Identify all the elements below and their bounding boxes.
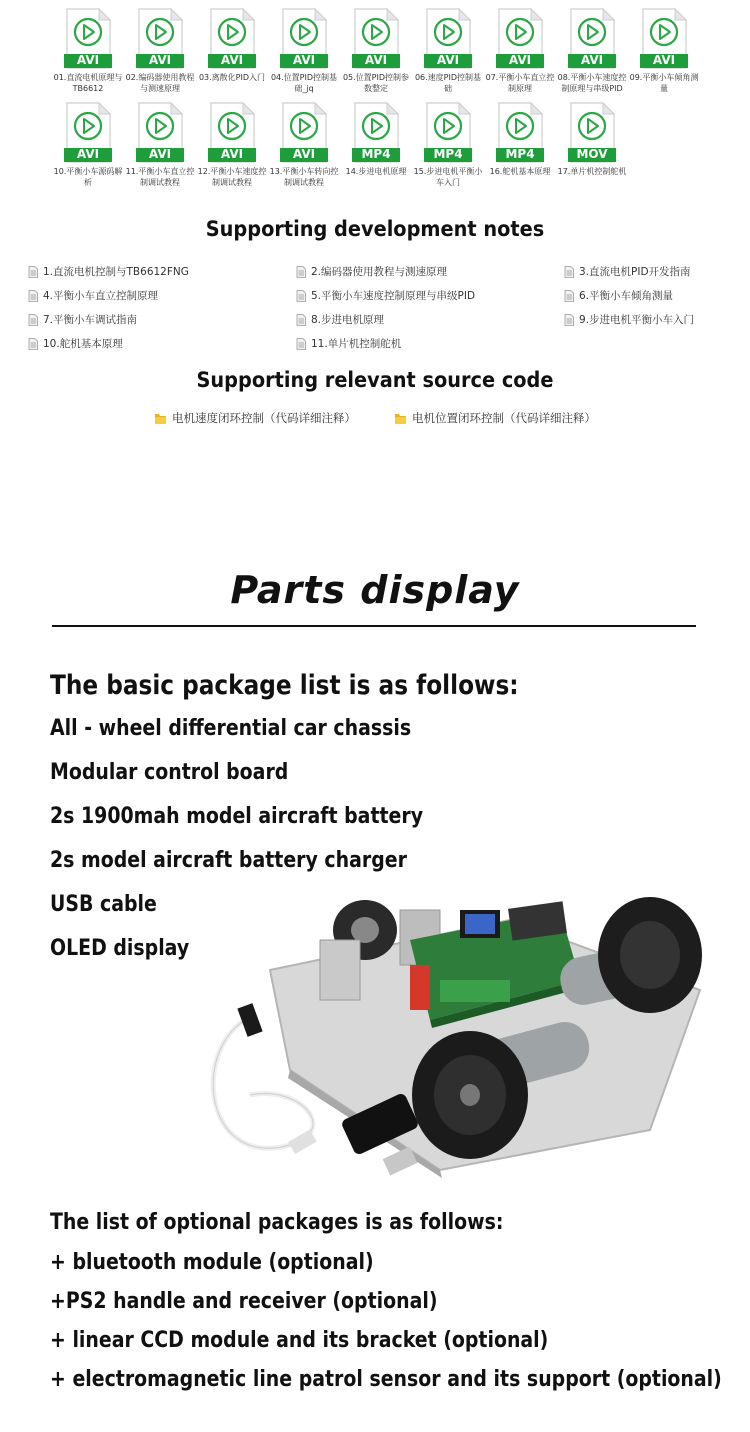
video-file[interactable] [412, 8, 484, 94]
video-file-icon [423, 102, 473, 164]
basic-item: All - wheel differential car chassis [50, 716, 412, 741]
file-type-label: AVI [580, 53, 604, 67]
document-icon [564, 314, 574, 326]
document-icon [28, 290, 38, 302]
source-title: Supporting relevant source code [196, 368, 554, 392]
robot-car-photo [180, 880, 740, 1200]
video-file[interactable] [52, 8, 124, 94]
note-item[interactable] [564, 288, 673, 303]
file-type-label: AVI [76, 53, 100, 67]
video-file[interactable] [268, 102, 340, 188]
document-icon [296, 338, 306, 350]
document-icon [296, 290, 306, 302]
video-file-icon [135, 102, 185, 164]
basic-item: USB cable [50, 892, 157, 917]
file-type-label: MP4 [433, 147, 463, 161]
video-file-caption: 05.位置PID控制参数整定 [342, 73, 410, 93]
video-file-caption: 08.平衡小车速度控制原理与串级PID [557, 73, 627, 93]
video-file-icon [279, 8, 329, 70]
file-type-label: AVI [220, 147, 244, 161]
note-label: 8.步进电机原理 [311, 314, 385, 326]
document-icon [28, 266, 38, 278]
basic-item: 2s model aircraft battery charger [50, 848, 407, 873]
video-file-icon [495, 102, 545, 164]
note-label: 11.单片机控制舵机 [311, 338, 402, 350]
video-file-caption: 10.平衡小车源码解析 [53, 167, 123, 187]
optional-item: + bluetooth module (optional) [50, 1250, 374, 1275]
video-file[interactable] [556, 102, 628, 188]
file-type-label: AVI [652, 53, 676, 67]
video-file-caption: 09.平衡小车倾角测量 [629, 73, 699, 93]
video-file-icon [423, 8, 473, 70]
video-row [52, 102, 732, 188]
note-item[interactable] [564, 312, 694, 327]
parts-title: Parts display [230, 568, 520, 612]
basic-item: 2s 1900mah model aircraft battery [50, 804, 424, 829]
folder-icon [394, 411, 407, 425]
video-file[interactable] [412, 102, 484, 188]
video-file-icon [207, 102, 257, 164]
file-type-label: MOV [576, 147, 608, 161]
video-file[interactable] [52, 102, 124, 188]
file-type-label: AVI [508, 53, 532, 67]
video-file[interactable] [124, 102, 196, 188]
notes-title: Supporting development notes [205, 217, 545, 241]
basic-package-heading: The basic package list is as follows: [50, 670, 519, 701]
note-item[interactable] [296, 288, 475, 303]
video-file-caption: 04.位置PID控制基础_jq [270, 73, 338, 93]
note-item[interactable] [564, 264, 691, 279]
video-file[interactable] [268, 8, 340, 94]
document-icon [28, 314, 38, 326]
folder-label: 电机位置闭环控制（代码详细注释） [412, 411, 596, 425]
optional-item: + electromagnetic line patrol sensor and its support (optional) [50, 1367, 722, 1392]
note-item[interactable] [28, 312, 137, 327]
folder-label: 电机速度闭环控制（代码详细注释） [172, 411, 356, 425]
video-file[interactable] [556, 8, 628, 94]
video-file-caption: 12.平衡小车速度控制调试教程 [197, 167, 267, 187]
video-file-icon [351, 102, 401, 164]
video-file[interactable] [124, 8, 196, 94]
video-file-icon [63, 8, 113, 70]
video-file-icon [63, 102, 113, 164]
video-file[interactable] [484, 102, 556, 188]
note-label: 9.步进电机平衡小车入门 [579, 314, 695, 326]
document-icon [564, 290, 574, 302]
video-file-icon [567, 102, 617, 164]
file-type-label: AVI [148, 147, 172, 161]
video-row [52, 8, 732, 94]
video-file-caption: 13.平衡小车转向控制调试教程 [269, 167, 339, 187]
note-item[interactable] [296, 264, 447, 279]
note-label: 7.平衡小车调试指南 [43, 314, 138, 326]
source-folders [0, 410, 750, 426]
file-type-label: AVI [148, 53, 172, 67]
video-file[interactable] [628, 8, 700, 94]
video-file-icon [495, 8, 545, 70]
document-icon [296, 314, 306, 326]
video-file[interactable] [340, 8, 412, 94]
note-item[interactable] [296, 336, 401, 351]
video-file-caption: 02.编码器使用教程与测速原理 [125, 73, 195, 93]
folder-icon [154, 411, 167, 425]
video-file-grid [52, 8, 732, 196]
file-type-label: AVI [292, 147, 316, 161]
file-type-label: AVI [364, 53, 388, 67]
video-file-caption: 01.直流电机原理与TB6612 [53, 73, 123, 93]
video-file[interactable] [196, 102, 268, 188]
video-file-icon [351, 8, 401, 70]
note-label: 4.平衡小车直立控制原理 [43, 290, 159, 302]
video-file-caption: 07.平衡小车直立控制原理 [485, 73, 555, 93]
note-label: 10.舵机基本原理 [43, 338, 123, 350]
optional-item: + linear CCD module and its bracket (optional) [50, 1328, 549, 1353]
document-icon [28, 338, 38, 350]
video-file-caption: 03.离散化PID入门 [198, 73, 266, 82]
basic-item: OLED display [50, 936, 190, 961]
note-label: 6.平衡小车倾角测量 [579, 290, 674, 302]
note-item[interactable] [28, 264, 189, 279]
video-file-icon [207, 8, 257, 70]
note-label: 2.编码器使用教程与测速原理 [311, 266, 448, 278]
video-file-caption: 17.单片机控制舵机 [557, 167, 627, 176]
video-file[interactable] [196, 8, 268, 94]
note-label: 1.直流电机控制与TB6612FNG [43, 266, 189, 278]
video-file-icon [279, 102, 329, 164]
video-file[interactable] [340, 102, 412, 188]
note-item[interactable] [296, 312, 384, 327]
file-type-label: AVI [292, 53, 316, 67]
video-file-icon [567, 8, 617, 70]
file-type-label: MP4 [361, 147, 391, 161]
optional-item: +PS2 handle and receiver (optional) [50, 1289, 438, 1314]
basic-item: Modular control board [50, 760, 289, 785]
video-file[interactable] [484, 8, 556, 94]
video-file-icon [135, 8, 185, 70]
note-item[interactable] [28, 288, 158, 303]
file-type-label: AVI [76, 147, 100, 161]
file-type-label: AVI [220, 53, 244, 67]
video-file-caption: 14.步进电机原理 [345, 167, 407, 176]
note-label: 3.直流电机PID开发指南 [579, 266, 691, 278]
document-icon [564, 266, 574, 278]
document-icon [296, 266, 306, 278]
file-type-label: AVI [436, 53, 460, 67]
file-type-label: MP4 [505, 147, 535, 161]
video-file-caption: 06.速度PID控制基础 [414, 73, 482, 93]
video-file-caption: 11.平衡小车直立控制调试教程 [125, 167, 195, 187]
video-file-caption: 16.舵机基本原理 [489, 167, 551, 176]
optional-package-heading: The list of optional packages is as follows: [50, 1210, 504, 1235]
note-label: 5.平衡小车速度控制原理与串级PID [311, 290, 476, 302]
video-file-caption: 15.步进电机平衡小车入门 [413, 167, 483, 187]
divider [52, 625, 696, 627]
folder-item[interactable] [154, 410, 356, 426]
video-file-icon [639, 8, 689, 70]
note-item[interactable] [28, 336, 123, 351]
folder-item[interactable] [394, 410, 596, 426]
